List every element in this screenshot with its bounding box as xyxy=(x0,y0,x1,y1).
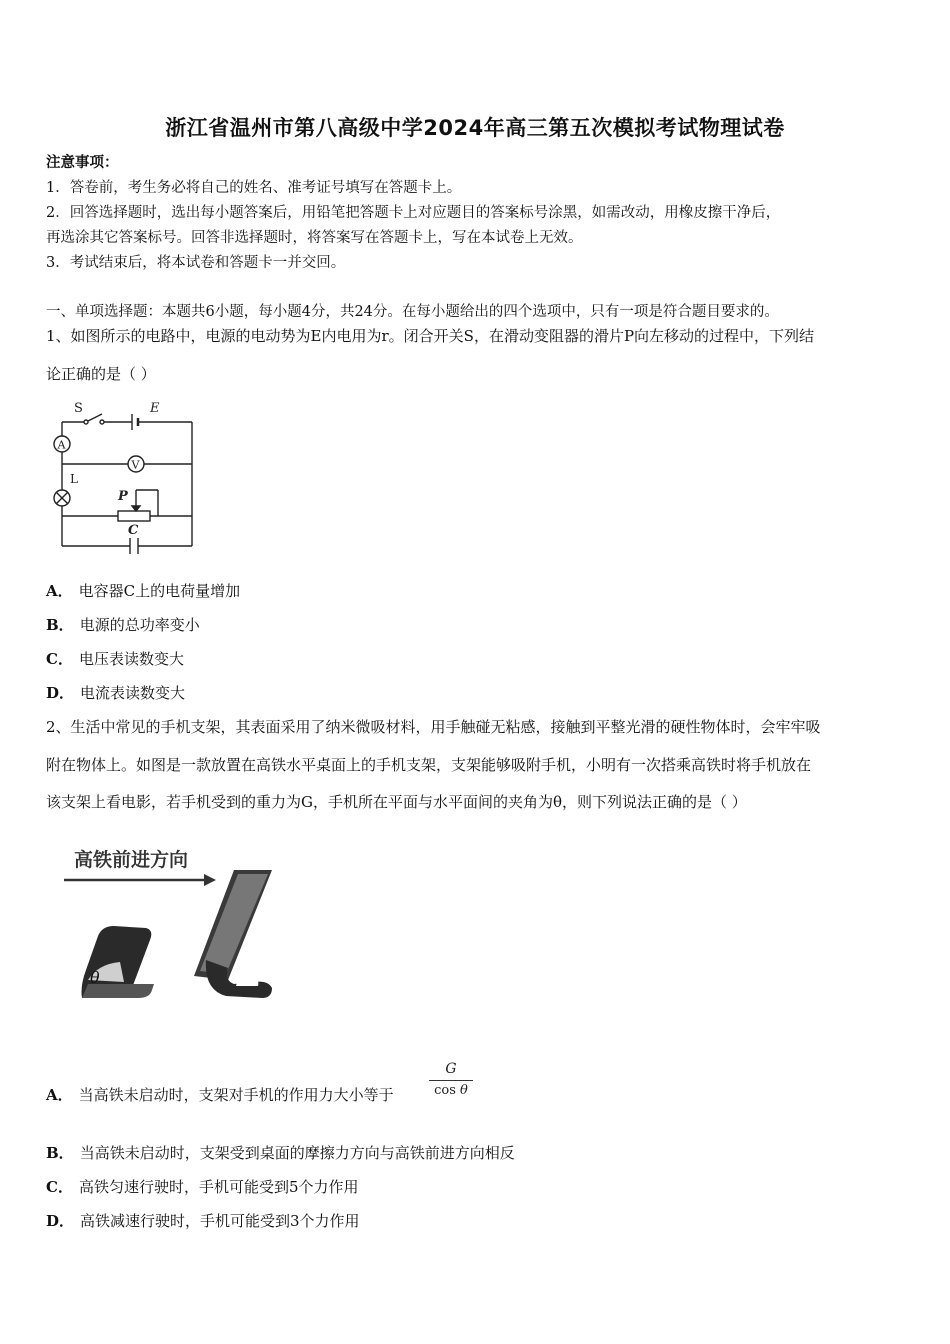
cos-text: cos xyxy=(434,1083,456,1098)
figure-caption: 高铁前进方向 xyxy=(74,849,189,871)
ammeter-label: A xyxy=(57,438,66,452)
fraction-g-over-cos-theta xyxy=(428,1058,474,1101)
lamp-label: L xyxy=(70,472,78,486)
option-text: 电流表读数变大 xyxy=(80,684,186,702)
option-text: 高铁减速行驶时，手机可能受到3个力作用 xyxy=(80,1212,360,1230)
notice-item-1: 1．答卷前，考生务必将自己的姓名、准考证号填写在答题卡上。 xyxy=(46,180,462,196)
switch-label: S xyxy=(74,401,83,416)
fraction-denominator xyxy=(428,1081,474,1101)
emf-label: E xyxy=(150,401,160,416)
q2-option-d xyxy=(46,1210,360,1232)
option-letter: B． xyxy=(46,616,74,634)
q2-option-a xyxy=(46,1084,394,1106)
option-letter: A． xyxy=(46,1086,73,1104)
right-stand-shape xyxy=(206,960,272,998)
option-text: 电源的总功率变小 xyxy=(79,616,200,634)
slider-label: P xyxy=(118,489,128,504)
q2-stem-line-2: 附在物体上。如图是一款放置在高铁水平桌面上的手机支架，支架能够吸附手机，小明有一次搭乘高铁时将手机放在 xyxy=(46,756,812,774)
notice-item-3: 3．考试结束后，将本试卷和答题卡一并交回。 xyxy=(46,255,346,271)
phone-stand-figure xyxy=(58,840,288,1010)
circuit-diagram xyxy=(46,398,206,558)
option-letter: B． xyxy=(46,1144,74,1162)
arrow-right-icon xyxy=(204,874,216,886)
q1-stem-line-2: 论正确的是（ ） xyxy=(46,365,156,383)
q1-stem-line-1: 1、如图所示的电路中，电源的电动势为E内电用为r。闭合开关S，在滑动变阻器的滑片P向左移动的过程中，下列结 xyxy=(46,327,815,345)
option-text: 高铁匀速行驶时，手机可能受到5个力作用 xyxy=(78,1178,359,1196)
option-text: 电容器C上的电荷量增加 xyxy=(78,582,241,600)
q1-option-a xyxy=(46,580,240,602)
option-letter: C． xyxy=(46,1178,73,1196)
q2-stem-line-3: 该支架上看电影，若手机受到的重力为G，手机所在平面与水平面间的夹角为θ，则下列说法正确的是（ ） xyxy=(46,793,747,811)
angle-label: θ xyxy=(90,968,100,987)
q2-option-b xyxy=(46,1142,515,1164)
theta-text: θ xyxy=(460,1083,468,1098)
q1-option-c xyxy=(46,648,184,670)
rheostat-symbol xyxy=(118,511,150,521)
page-title: 浙江省温州市第八高级中学2024年高三第五次模拟考试物理试卷 xyxy=(165,116,785,140)
notice-item-2: 2．回答选择题时，选出每小题答案后，用铅笔把答题卡上对应题目的答案标号涂黑，如需改动，用橡皮擦干净后， xyxy=(46,205,781,221)
section-heading: 一、单项选择题：本题共6小题，每小题4分，共24分。在每小题给出的四个选项中，只有一项是符合题目要求的。 xyxy=(46,304,779,320)
option-letter: D． xyxy=(46,1212,75,1230)
fraction-numerator: G xyxy=(445,1061,457,1077)
option-letter: D． xyxy=(46,684,75,702)
option-letter: A． xyxy=(46,582,73,600)
notice-heading: 注意事项： xyxy=(46,154,119,171)
option-text: 当高铁未启动时，支架对手机的作用力大小等于 xyxy=(78,1086,394,1104)
notice-item-2-cont: 再选涂其它答案标号。回答非选择题时，将答案写在答题卡上，写在本试卷上无效。 xyxy=(46,230,583,246)
option-text: 电压表读数变大 xyxy=(78,650,184,668)
q1-option-d xyxy=(46,682,185,704)
q2-option-c xyxy=(46,1176,359,1198)
option-letter: C． xyxy=(46,650,73,668)
voltmeter-label: V xyxy=(131,458,140,472)
q1-option-b xyxy=(46,614,200,636)
q2-stem-line-1: 2、生活中常见的手机支架，其表面采用了纳米微吸材料，用手触碰无粘感，接触到平整光滑的硬性物体时，会牢牢吸 xyxy=(46,718,821,736)
capacitor-label: C xyxy=(128,523,139,538)
option-text: 当高铁未启动时，支架受到桌面的摩擦力方向与高铁前进方向相反 xyxy=(79,1144,515,1162)
